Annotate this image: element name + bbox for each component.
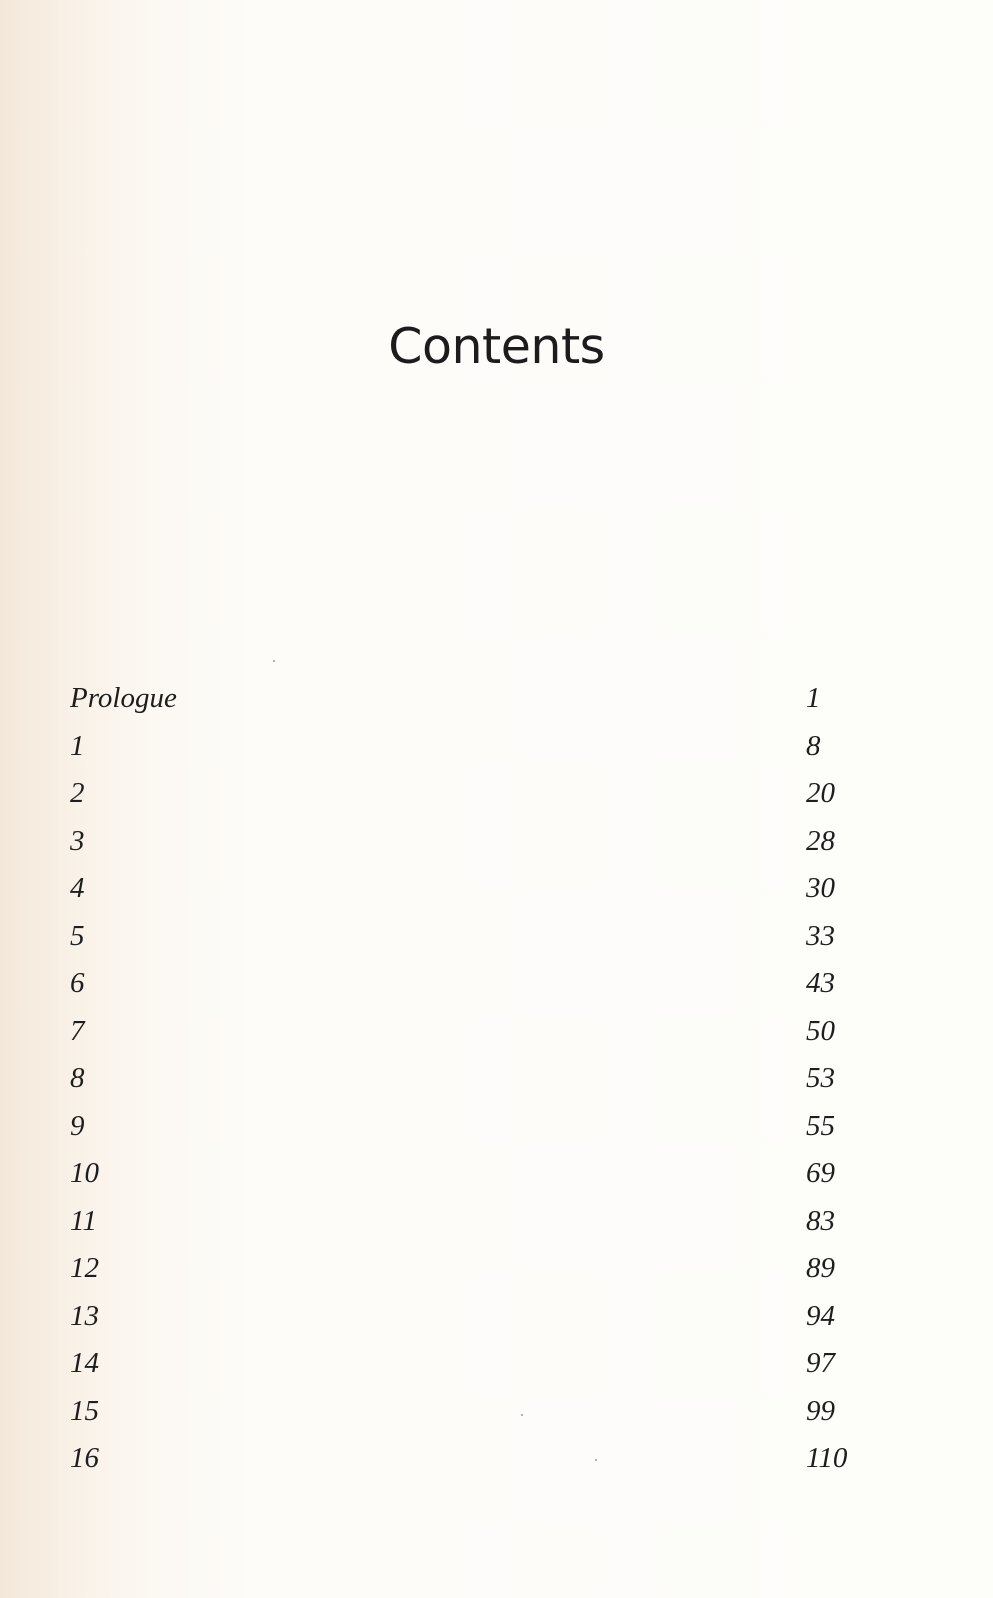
toc-entry-page-number: 33: [806, 919, 835, 952]
toc-entry-label: 14: [70, 1347, 99, 1379]
toc-entry: [70, 1016, 870, 1064]
toc-entry: [70, 1111, 870, 1159]
page-title: Contents: [388, 318, 605, 375]
toc-entry-page-number: 20: [806, 777, 835, 809]
toc-entry-label: 8: [70, 1062, 85, 1094]
toc-entry-label: 1: [70, 729, 85, 762]
toc-entry: [70, 1206, 870, 1254]
toc-entry-page-number: 94: [806, 1299, 835, 1332]
toc-entry-label: 12: [70, 1252, 99, 1284]
toc-entry-label: 3: [70, 824, 85, 857]
toc-entry: [70, 1301, 870, 1349]
toc-entry: [70, 873, 870, 921]
toc-entry: [70, 731, 870, 779]
toc-entry: [70, 968, 870, 1016]
toc-entry-label: 6: [70, 967, 85, 999]
toc-entry-label: 9: [70, 1109, 85, 1142]
toc-entry-page-number: 110: [806, 1442, 848, 1474]
toc-entry-label: 10: [70, 1157, 99, 1189]
toc-entry-page-number: 55: [806, 1109, 835, 1142]
paper-speck: [521, 1414, 523, 1416]
toc-entry-label: 4: [70, 872, 85, 904]
toc-entry: [70, 826, 870, 874]
toc-entry-page-number: 30: [806, 872, 835, 904]
toc-entry-page-number: 50: [806, 1014, 835, 1047]
toc-entry: [70, 1158, 870, 1206]
paper-speck: [273, 660, 275, 662]
toc-entry: [70, 1443, 870, 1491]
toc-entry-page-number: 89: [806, 1252, 835, 1284]
toc-entry-page-number: 83: [806, 1204, 835, 1237]
toc-entry: [70, 921, 870, 969]
toc-entry-page-number: 99: [806, 1394, 835, 1427]
toc-entry-label: 7: [70, 1014, 85, 1047]
toc-entry-label: 13: [70, 1299, 99, 1332]
toc-entry-label: 2: [70, 777, 85, 809]
toc-entry: [70, 1348, 870, 1396]
toc-entry-page-number: 43: [806, 967, 835, 999]
toc-entry-label: 15: [70, 1394, 99, 1427]
toc-entry-page-number: 53: [806, 1062, 835, 1094]
toc-entry-page-number: 69: [806, 1157, 835, 1189]
toc-entry-page-number: 28: [806, 824, 835, 857]
toc-entry: [70, 1253, 870, 1301]
table-of-contents: [70, 683, 870, 1491]
toc-entry-page-number: 97: [806, 1347, 835, 1379]
toc-entry-page-number: 8: [806, 729, 821, 762]
toc-entry-page-number: 1: [806, 682, 821, 714]
toc-entry: [70, 1063, 870, 1111]
toc-entry-label: Prologue: [70, 682, 177, 714]
toc-entry: [70, 1396, 870, 1444]
toc-entry-label: 11: [70, 1204, 97, 1237]
toc-entry: [70, 683, 870, 731]
toc-entry: [70, 778, 870, 826]
toc-entry-label: 5: [70, 919, 85, 952]
toc-entry-label: 16: [70, 1442, 99, 1474]
paper-speck: [595, 1459, 597, 1461]
